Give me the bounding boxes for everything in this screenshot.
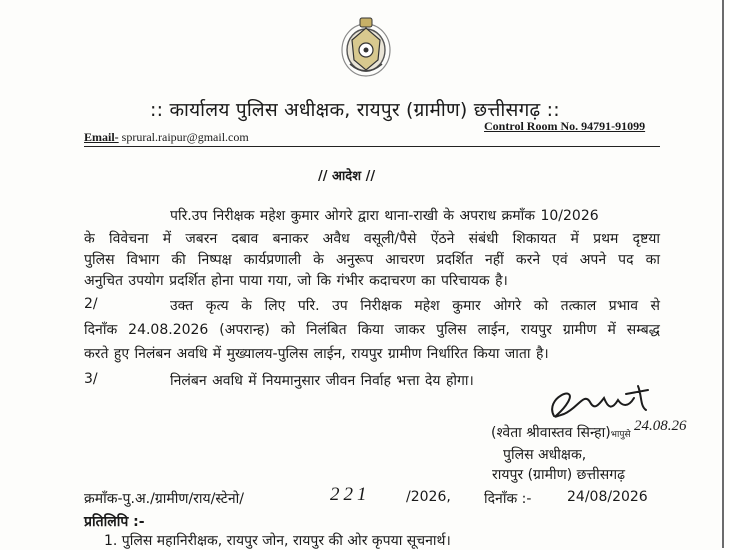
body-line-6: दिनाँक 24.08.2026 (अपरान्ह) को निलंबित किया जाकर पुलिस लाईन, रायपुर ग्रामीण में सम्बद्ध bbox=[84, 322, 660, 338]
order-title: // आदेश // bbox=[318, 169, 376, 184]
body-line-5: उक्त कृत्य के लिए परि. उप निरीक्षक महेश कुमार ओगरे को तत्काल प्रभाव से bbox=[170, 298, 660, 314]
reference-prefix: क्रमाँक-पु.अ./ग्रामीण/राय/स्टेनो/ bbox=[84, 491, 244, 507]
reference-number: 221 bbox=[330, 484, 371, 505]
office-header-title: :: कार्यालय पुलिस अधीक्षक, रायपुर (ग्रामीण) छत्तीसगढ़ :: bbox=[150, 99, 560, 121]
body-line-1: परि.उप निरीक्षक महेश कुमार ओगरे द्वारा थाना-राखी के अपराध क्रमाँक 10/2026 bbox=[170, 208, 599, 224]
body-line-8: निलंबन अवधि में नियमानुसार जीवन निर्वाह भत्ता देय होगा। bbox=[170, 373, 474, 389]
para-number-2: 2/ bbox=[84, 296, 98, 312]
email-line bbox=[84, 130, 249, 145]
email-label: Email- bbox=[84, 130, 119, 144]
control-room-number: Control Room No. 94791-91099 bbox=[484, 119, 646, 133]
header-divider bbox=[84, 146, 660, 147]
signatory-service-suffix: भापुसे bbox=[610, 430, 631, 440]
signatory-name bbox=[491, 423, 631, 442]
copy-item-1: 1. पुलिस महानिरीक्षक, रायपुर जोन, रायपुर की ओर कृपया सूचनार्थ। bbox=[104, 533, 451, 549]
para-number-3: 3/ bbox=[84, 371, 98, 387]
reference-date-label: दिनाँक :- bbox=[484, 491, 532, 507]
body-line-4: अनुचित उपयोग प्रदर्शित होना पाया गया, जो कि गंभीर कदाचरण का परिचायक है। bbox=[84, 273, 508, 289]
signatory-name-text: (श्वेता श्रीवास्तव सिन्हा) bbox=[491, 425, 611, 441]
signatory-designation: पुलिस अधीक्षक, bbox=[503, 447, 587, 463]
signature-date: 24.08.26 bbox=[634, 418, 687, 434]
email-address: sprural.raipur@gmail.com bbox=[121, 130, 249, 144]
body-line-7: करते हुए निलंबन अवधि में मुख्यालय-पुलिस लाईन, रायपुर ग्रामीण निर्धारित किया जाता है। bbox=[84, 346, 549, 362]
body-line-2: के विवेचना में जबरन दबाव बनाकर अवैध वसूली/पैसे ऐंठने संबंधी शिकायत में प्रथम दृष्टया bbox=[84, 231, 660, 247]
body-line-3: पुलिस विभाग की निष्पक्ष कार्यप्रणाली के अनुरूप आचरण प्रदर्शित नहीं करने एवं अपने पद का bbox=[84, 252, 660, 268]
reference-date: 24/08/2026 bbox=[567, 489, 648, 505]
page-edge-border bbox=[722, 0, 724, 548]
reference-year: /2026, bbox=[406, 489, 451, 505]
copy-to-label: प्रतिलिपि :- bbox=[84, 514, 145, 530]
signatory-place: रायपुर (ग्रामीण) छत्तीसगढ़ bbox=[492, 467, 625, 483]
police-emblem-icon bbox=[338, 14, 394, 80]
